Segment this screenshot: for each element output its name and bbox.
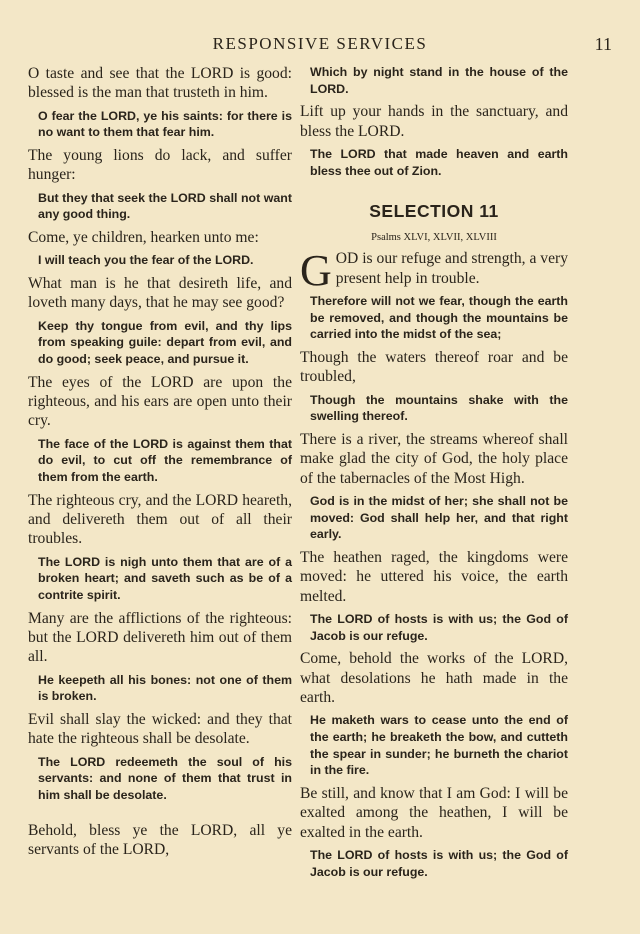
leader-verse: The eyes of the LORD are upon the righteous, and his ears are open unto their cry. bbox=[28, 373, 292, 430]
response-verse: The LORD redeemeth the soul of his servants: and none of them that trust in him shall be desolate. bbox=[38, 754, 292, 802]
leader-verse: What man is he that desireth life, and loveth many days, that he may see good? bbox=[28, 275, 292, 312]
response-verse: The LORD of hosts is with us; the God of Jacob is our refuge. bbox=[310, 848, 568, 879]
response-verse: Which by night stand in the house of the LORD. bbox=[310, 65, 568, 96]
response-verse: But they that seek the LORD shall not want any good thing. bbox=[38, 190, 292, 222]
leader-verse: Behold, bless ye the LORD, all ye servants of the LORD, bbox=[28, 821, 292, 858]
leader-verse: O taste and see that the LORD is good: blessed is the man that trusteth in him. bbox=[28, 65, 292, 102]
first-verse-text: OD is our refuge and strength, a very present help in trouble. bbox=[335, 250, 568, 287]
selection-first-verse bbox=[300, 246, 568, 296]
selection-title: SELECTION 11 bbox=[369, 201, 499, 222]
response-verse: O fear the LORD, ye his saints: for there is no want to them that fear him. bbox=[38, 108, 292, 140]
leader-verse: Lift up your hands in the sanctuary, and bless the LORD. bbox=[300, 103, 568, 140]
leader-verse: Be still, and know that I am God: I will be exalted among the heathen, I will be exalted in the earth. bbox=[300, 784, 568, 841]
response-verse: I will teach you the fear of the LORD. bbox=[38, 253, 254, 268]
response-verse: The LORD is nigh unto them that are of a broken heart; and saveth such as be of a contrite spirit. bbox=[38, 554, 292, 602]
leader-verse: The heathen raged, the kingdoms were moved: he uttered his voice, the earth melted. bbox=[300, 548, 568, 605]
right-column bbox=[300, 64, 568, 885]
leader-verse: Many are the afflictions of the righteous: but the LORD delivereth him out of them all. bbox=[28, 609, 292, 666]
response-verse: The face of the LORD is against them that do evil, to cut off the remembrance of them from the earth. bbox=[38, 436, 292, 484]
leader-verse: Though the waters thereof roar and be troubled, bbox=[300, 348, 568, 386]
response-verse: Though the mountains shake with the swelling thereof. bbox=[310, 392, 568, 424]
right-column-top bbox=[300, 64, 568, 179]
selection-subtitle: Psalms XLVI, XLVII, XLVIII bbox=[371, 232, 497, 244]
leader-verse: Come, ye children, hearken unto me: bbox=[28, 229, 259, 246]
spacer bbox=[28, 809, 292, 821]
left-column bbox=[28, 64, 292, 864]
leader-verse: There is a river, the streams whereof shall make glad the city of God, the holy place of the tabernacles of the Most High. bbox=[300, 430, 568, 487]
page-number: 11 bbox=[594, 34, 612, 54]
running-title: RESPONSIVE SERVICES bbox=[212, 34, 428, 53]
right-column-bottom bbox=[300, 293, 568, 880]
page-header bbox=[28, 34, 612, 58]
leader-verse: The young lions do lack, and suffer hunger: bbox=[28, 147, 292, 184]
drop-cap: G bbox=[300, 246, 332, 296]
response-verse: He keepeth all his bones: not one of them is broken. bbox=[38, 672, 292, 704]
leader-verse: Come, behold the works of the LORD, what desolations he hath made in the earth. bbox=[300, 650, 568, 706]
response-verse: Keep thy tongue from evil, and thy lips from speaking guile: depart from evil, and do good; seek peace, and pursue it. bbox=[38, 318, 292, 366]
leader-verse: The righteous cry, and the LORD heareth, and delivereth them out of all their troubles. bbox=[28, 491, 292, 548]
response-verse: He maketh wars to cease unto the end of the earth; he breaketh the bow, and cutteth the spear in sunder; he burneth the chariot in the fire. bbox=[310, 713, 568, 778]
response-verse: God is in the midst of her; she shall not be moved: God shall help her, and that right early. bbox=[310, 494, 568, 542]
response-verse: Therefore will not we fear, though the earth be removed, and though the mountains be carried into the midst of the sea; bbox=[310, 294, 568, 342]
response-verse: The LORD of hosts is with us; the God of Jacob is our refuge. bbox=[310, 612, 568, 643]
response-verse: The LORD that made heaven and earth bless thee out of Zion. bbox=[310, 147, 568, 178]
leader-verse: Evil shall slay the wicked: and they that hate the righteous shall be desolate. bbox=[28, 711, 292, 748]
